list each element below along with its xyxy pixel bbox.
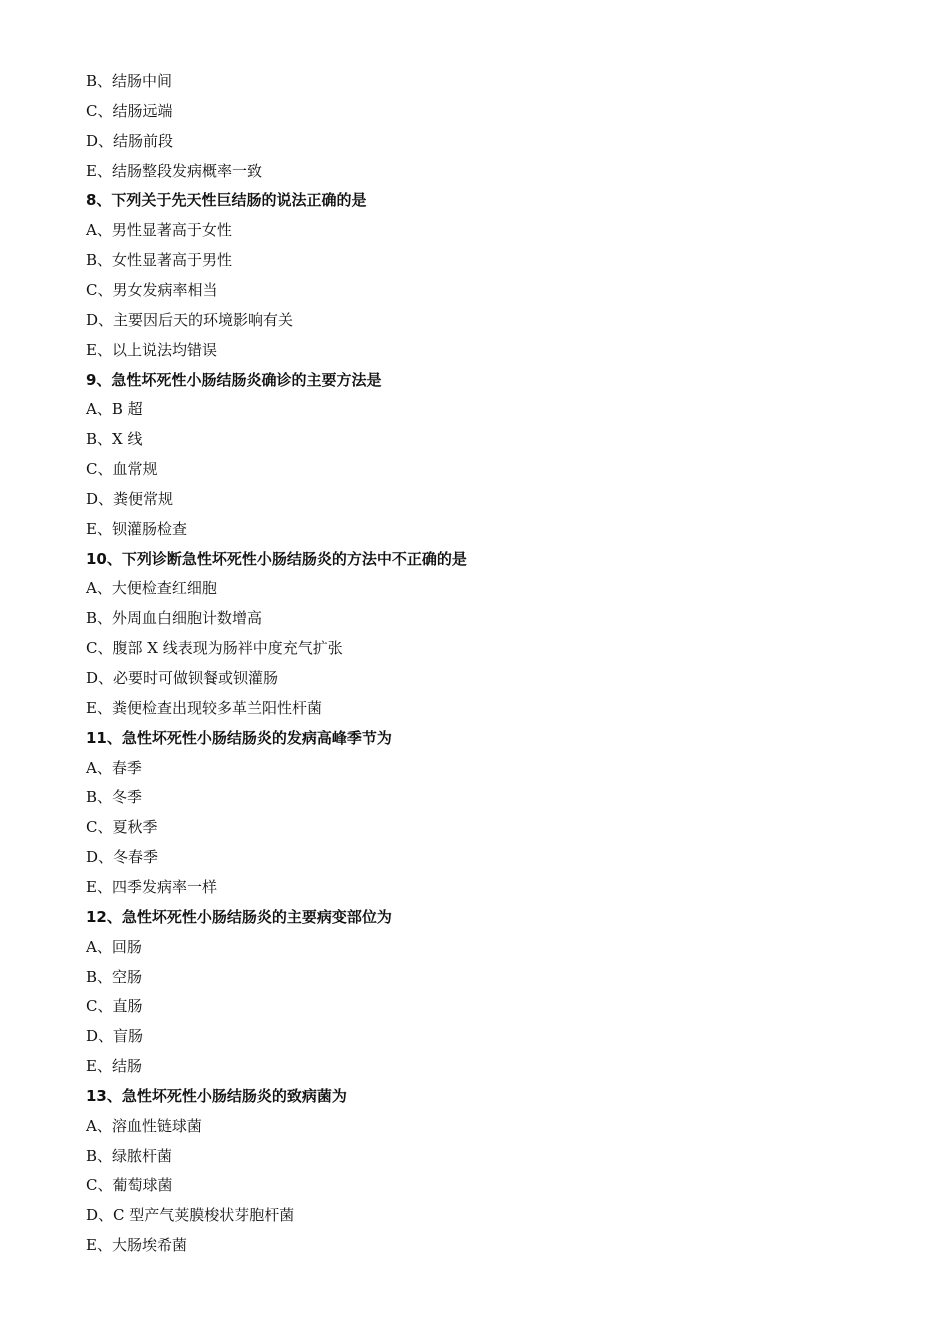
answer-option: C、夏秋季 (86, 818, 158, 836)
question-stem: 10、下列诊断急性坏死性小肠结肠炎的方法中不正确的是 (86, 550, 467, 568)
answer-option: E、钡灌肠检查 (86, 520, 187, 538)
answer-option: D、盲肠 (86, 1027, 144, 1045)
answer-option: B、空肠 (86, 968, 143, 986)
question-stem: 9、急性坏死性小肠结肠炎确诊的主要方法是 (86, 371, 382, 389)
answer-option: B、结肠中间 (86, 72, 173, 90)
answer-option: A、大便检查红细胞 (86, 579, 217, 597)
answer-option: C、男女发病率相当 (86, 281, 218, 299)
answer-option: E、大肠埃希菌 (86, 1236, 187, 1254)
answer-option: A、春季 (86, 759, 142, 777)
answer-option: C、葡萄球菌 (86, 1176, 173, 1194)
question-stem: 13、急性坏死性小肠结肠炎的致病菌为 (86, 1087, 347, 1105)
answer-option: B、冬季 (86, 788, 143, 806)
answer-option: E、结肠整段发病概率一致 (86, 162, 262, 180)
answer-option: E、结肠 (86, 1057, 142, 1075)
answer-option: D、粪便常规 (86, 490, 174, 508)
answer-option: C、直肠 (86, 997, 143, 1015)
answer-option: D、结肠前段 (86, 132, 174, 150)
answer-option: C、腹部 X 线表现为肠袢中度充气扩张 (86, 639, 343, 657)
answer-option: B、绿脓杆菌 (86, 1147, 173, 1165)
answer-option: B、女性显著高于男性 (86, 251, 233, 269)
answer-option: B、外周血白细胞计数增高 (86, 609, 263, 627)
answer-option: A、溶血性链球菌 (86, 1117, 202, 1135)
answer-option: A、B 超 (86, 400, 143, 418)
answer-option: C、血常规 (86, 460, 158, 478)
answer-option: E、四季发病率一样 (86, 878, 217, 896)
answer-option: D、C 型产气荚膜梭状芽胞杆菌 (86, 1206, 295, 1224)
answer-option: E、以上说法均错误 (86, 341, 217, 359)
question-stem: 8、下列关于先天性巨结肠的说法正确的是 (86, 191, 367, 209)
answer-option: A、回肠 (86, 938, 142, 956)
answer-option: C、结肠远端 (86, 102, 173, 120)
answer-option: A、男性显著高于女性 (86, 221, 232, 239)
answer-option: B、X 线 (86, 430, 143, 448)
question-stem: 11、急性坏死性小肠结肠炎的发病高峰季节为 (86, 729, 392, 747)
answer-option: E、粪便检查出现较多革兰阳性杆菌 (86, 699, 322, 717)
answer-option: D、主要因后天的环境影响有关 (86, 311, 294, 329)
answer-option: D、必要时可做钡餐或钡灌肠 (86, 669, 279, 687)
question-stem: 12、急性坏死性小肠结肠炎的主要病变部位为 (86, 908, 392, 926)
answer-option: D、冬春季 (86, 848, 159, 866)
